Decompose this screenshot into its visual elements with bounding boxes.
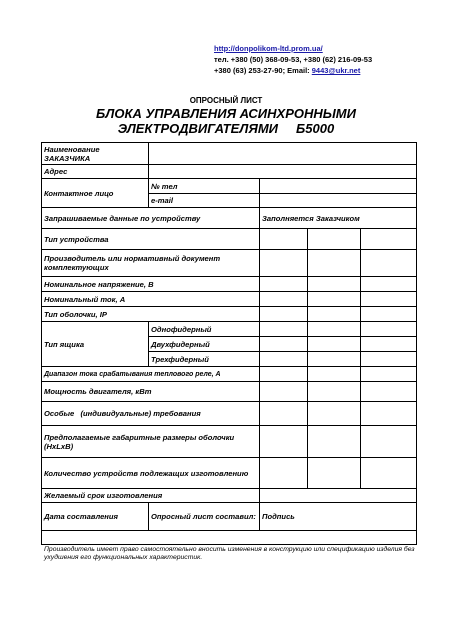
compiled-by-label: Опросный лист составил:: [149, 503, 260, 531]
rated-voltage-field-3[interactable]: [361, 277, 417, 292]
quantity-field-2[interactable]: [308, 458, 361, 489]
document-title: [0, 106, 452, 136]
phone-label: № тел: [149, 179, 260, 194]
dimensions-field-1[interactable]: [260, 426, 308, 458]
date-compiled-label: Дата составления: [42, 503, 149, 531]
phone-field[interactable]: [260, 179, 417, 194]
enclosure-type-field-3[interactable]: [361, 307, 417, 322]
thermal-relay-field-3[interactable]: [361, 367, 417, 382]
triple-feeder-field-1[interactable]: [260, 352, 308, 367]
special-requirements-label: Особые (индивидуальные) требования: [42, 402, 260, 426]
customer-name-field[interactable]: [149, 143, 417, 165]
device-type-field-1[interactable]: [260, 229, 308, 250]
signature-label: Подпись: [260, 503, 417, 531]
phone-line-2: +380 (63) 253-27-90; Email:: [214, 66, 312, 75]
enclosure-type-field-1[interactable]: [260, 307, 308, 322]
rated-current-field-1[interactable]: [260, 292, 308, 307]
rated-current-field-3[interactable]: [361, 292, 417, 307]
manufacturer-field-2[interactable]: [308, 250, 361, 277]
triple-feeder-field-3[interactable]: [361, 352, 417, 367]
address-field[interactable]: [149, 165, 417, 179]
footer-note: Производитель имеет право самостоятельно вносить изменения в конструкцию или спецификацию изделия без ухудшения его функциональных характеристик.: [44, 546, 415, 561]
manufacturer-label: Производитель или нормативный документ комплектующих: [42, 250, 260, 277]
cabinet-type-label: Тип ящика: [42, 322, 149, 367]
rated-voltage-field-1[interactable]: [260, 277, 308, 292]
device-type-field-2[interactable]: [308, 229, 361, 250]
single-feeder-field-2[interactable]: [308, 322, 361, 337]
title-line-2: ЭЛЕКТРОДВИГАТЕЛЯМИ Б5000: [117, 121, 335, 136]
special-requirements-field-2[interactable]: [308, 402, 361, 426]
double-feeder-field-3[interactable]: [361, 337, 417, 352]
quantity-field-1[interactable]: [260, 458, 308, 489]
device-type-label: Тип устройства: [42, 229, 260, 250]
motor-power-label: Мощность двигателя, кВт: [42, 382, 260, 402]
enclosure-type-label: Тип оболочки, IP: [42, 307, 260, 322]
feeder-option-double: Двухфидерный: [149, 337, 260, 352]
website-link[interactable]: http://donpolikom-ltd.prom.ua/: [214, 44, 323, 53]
dimensions-label: Предполагаемые габаритные размеры оболочки (НхLхВ): [42, 426, 260, 458]
filled-by-customer-header: Заполняется Заказчиком: [260, 208, 417, 229]
empty-bottom-row[interactable]: [42, 531, 417, 545]
double-feeder-field-2[interactable]: [308, 337, 361, 352]
motor-power-field-2[interactable]: [308, 382, 361, 402]
special-requirements-field-1[interactable]: [260, 402, 308, 426]
email-field[interactable]: [260, 194, 417, 208]
rated-current-label: Номинальный ток, А: [42, 292, 260, 307]
title-line-1: БЛОКА УПРАВЛЕНИЯ АСИНХРОННЫМИ: [96, 106, 356, 121]
sheet-label: ОПРОСНЫЙ ЛИСТ: [189, 96, 263, 105]
dimensions-field-2[interactable]: [308, 426, 361, 458]
phone-line: тел. +380 (50) 368-09-53, +380 (62) 216-09-53: [214, 55, 373, 64]
customer-name-label: Наименование ЗАКАЗЧИКА: [42, 143, 149, 165]
phone-email-line: [214, 65, 372, 76]
single-feeder-field-1[interactable]: [260, 322, 308, 337]
feeder-option-triple: Трехфидерный: [149, 352, 260, 367]
requested-data-header: Запрашиваемые данные по устройству: [42, 208, 260, 229]
device-type-field-3[interactable]: [361, 229, 417, 250]
thermal-relay-field-2[interactable]: [308, 367, 361, 382]
questionnaire-table: [41, 142, 417, 545]
email-label: e-mail: [149, 194, 260, 208]
special-requirements-field-3[interactable]: [361, 402, 417, 426]
manufacturer-field-1[interactable]: [260, 250, 308, 277]
rated-voltage-label: Номинальное напряжение, В: [42, 277, 260, 292]
quantity-label: Количество устройств подлежащих изготовлению: [42, 458, 260, 489]
manufacturer-field-3[interactable]: [361, 250, 417, 277]
email-link[interactable]: 9443@ukr.net: [311, 66, 361, 75]
single-feeder-field-3[interactable]: [361, 322, 417, 337]
contact-person-label: Контактное лицо: [42, 179, 149, 208]
quantity-field-3[interactable]: [361, 458, 417, 489]
contact-block: [214, 43, 372, 76]
motor-power-field-3[interactable]: [361, 382, 417, 402]
motor-power-field-1[interactable]: [260, 382, 308, 402]
triple-feeder-field-2[interactable]: [308, 352, 361, 367]
thermal-relay-label: Диапазон тока срабатывания теплового реле, А: [42, 367, 260, 382]
rated-current-field-2[interactable]: [308, 292, 361, 307]
address-label: Адрес: [42, 165, 149, 179]
thermal-relay-field-1[interactable]: [260, 367, 308, 382]
deadline-label: Желаемый срок изготовления: [42, 489, 260, 503]
enclosure-type-field-2[interactable]: [308, 307, 361, 322]
rated-voltage-field-2[interactable]: [308, 277, 361, 292]
feeder-option-single: Однофидерный: [149, 322, 260, 337]
deadline-field[interactable]: [260, 489, 417, 503]
dimensions-field-3[interactable]: [361, 426, 417, 458]
double-feeder-field-1[interactable]: [260, 337, 308, 352]
